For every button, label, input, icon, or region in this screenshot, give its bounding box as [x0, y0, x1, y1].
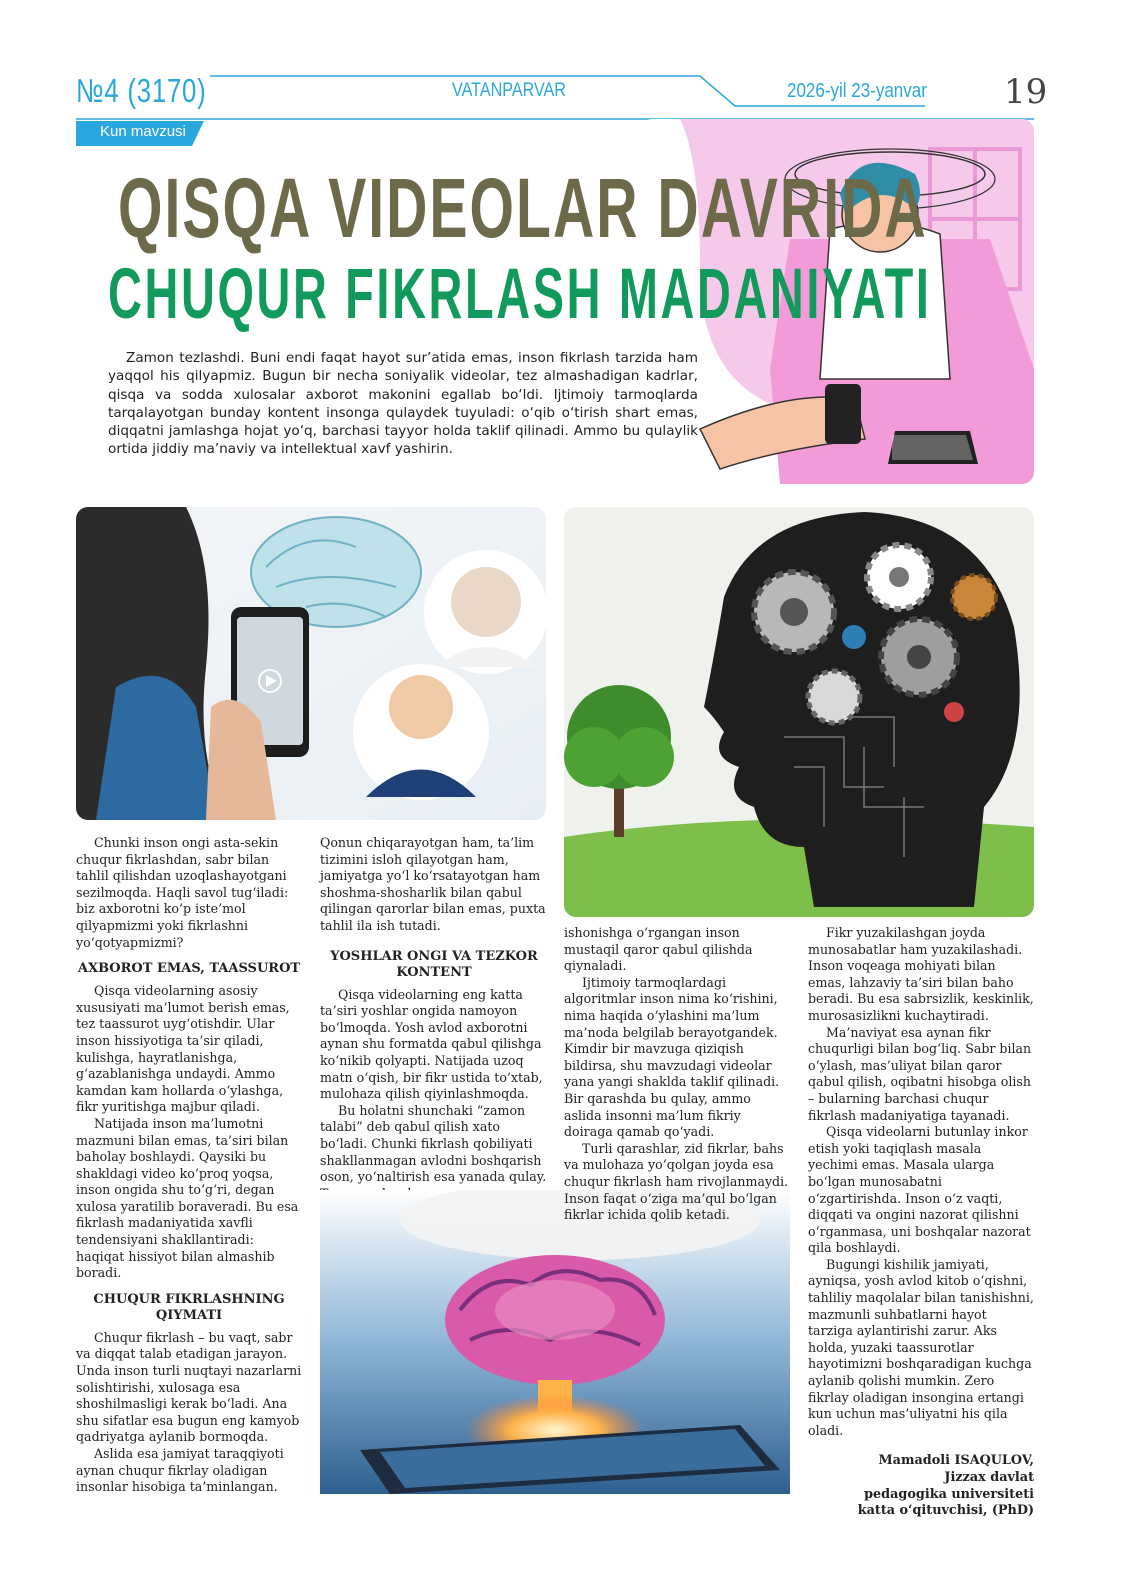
paragraph: Chuqur fikrlash – bu vaqt, sabr va diqqat talab etadigan jarayon. Unda inson turli nuqtayi nazarlarni solishtirishi, xulosaga esa shoshilmasligi kerak bo‘ladi. Ana shu sifatlar esa bugun eng kamyob qadriyatga aylanib bormoqda.: [76, 1329, 302, 1445]
paragraph: Turli qarashlar, zid fikrlar, bahs va mulohaza yo‘qolgan joyda esa chuqur fikrlash ham rivojlanmaydi. Inson faqat o‘ziga ma’qul bo‘lgan fikrlar ichida qolib ketadi.: [564, 1140, 789, 1223]
subheading: AXBOROT EMAS, TAASSUROT: [77, 961, 301, 977]
headline-line-2: CHUQUR FIKRLASH MADANIYATI: [108, 255, 932, 334]
paragraph: Bugungi kishilik jamiyati, ayniqsa, yosh avlod kitob o‘qishni, tahliliy maqolalar bilan tanishishni, mazmunli suhbatlarni hayot tarziga aylantirishi zarur. Aks holda, yuzaki taassurotlar hayotimizni boshqaradigan kuchga aylanib qolishi mumkin. Zero fikrlay oladigan insongina ertangi kun uchun mas’uliyatni his qila oladi.: [808, 1256, 1034, 1438]
paragraph: Bu holatni shunchaki “zamon talabi” deb qabul qilish xato bo‘ladi. Chunki fikrlash qobiliyati shakllanmagan avlodni boshqarish oson, yo‘naltirish esa yanada qulay.: [320, 1102, 547, 1185]
paper-name: VATANPARVAR: [452, 80, 566, 101]
lead-text: Zamon tezlashdi. Buni endi faqat hayot sur’atida emas, inson fikrlash tarzida ham yaqqol his qilyapmiz. Bugun bir necha soniyalik videolar, tez almashadigan kadrlar, qisqa va sodda xulosalar axborot makonini egallab bo‘ldi. Ijtimoiy tarmoqlarda tarqalayotgan bunday kontent insonga qulaydek tuyuladi: o‘qib o‘tirish shart emas, diqqatni jamlashga hojat yo‘q, barchasi tayyor holda taklif qilinadi. Ammo bu qulaylik ortida jiddiy ma’naviy va intellektual xavf yashirin.: [108, 350, 698, 458]
section-label: Kun mavzusi: [100, 123, 186, 140]
lead-paragraph: [108, 349, 698, 459]
subheading: YOSHLAR ONGI VA TEZKOR KONTENT: [330, 948, 538, 980]
author-title: katta o‘qituvchisi, (PhD): [857, 1503, 1034, 1519]
page-number: 19: [1004, 72, 1048, 112]
author-name: Mamadoli ISAQULOV,: [878, 1453, 1034, 1469]
headline-line-1: QISQA VIDEOLAR DAVRIDA: [118, 161, 928, 255]
exploding-brain-photo: [320, 1190, 790, 1494]
paragraph: Ijtimoiy tarmoqlardagi algoritmlar inson nima ko‘rishini, nima haqida o‘ylashini ma’lum ma’noda belgilab berayotgandek. Kimdir bir mavzuga qiziqish bildirsa, shu mavzudagi videolar yana yangi shaklda taklif qilinadi. Bir qarashda bu qulay, ammo aslida insonni ma’lum fikriy doiraga qamab qo‘yadi.: [564, 974, 780, 1140]
paragraph: Qisqa videolarning eng katta ta’siri yoshlar ongida namoyon bo‘lmoqda. Yosh avlod axborotni aynan shu formatda qabul qilishga ko‘nikib qolyapti. Natijada uzoq matn o‘qish, bir fikr ustida to‘xtab, mulohaza qilish qiyinlashmoqda.: [320, 986, 543, 1102]
author-byline: [808, 1453, 1034, 1519]
article-column-3: [564, 925, 792, 1224]
article-column-4: [808, 925, 1034, 1520]
article-column-2: [320, 835, 548, 1202]
article-column-1: [76, 835, 302, 1496]
paragraph: Fikr yuzakilashgan joyda munosabatlar ham yuzakilashadi. Inson voqeaga mohiyati bilan emas, lahzaviy ta’siri bilan baho beradi. Bu esa sabrsizlik, keskinlik, murosasizlikni kuchaytiradi.: [808, 925, 1034, 1023]
author-affiliation: pedagogika universiteti: [864, 1486, 1034, 1502]
paragraph: Natijada inson ma’lumotni mazmuni bilan emas, ta’siri bilan baholay boshlaydi. Qaysiki bu shakldagi video ko‘proq yoqsa, inson ongida shu to‘g‘ri, degan xulosa yaratilib boraveradi. Bu esa fikrlash madaniyatida xavfli tendensiyani shakllantiradi: haqiqat hissiyot bilan almashib boradi.: [76, 1115, 299, 1281]
issue-date: 2026-yil 23-yanvar: [787, 80, 927, 102]
paragraph: Qisqa videolarning asosiy xususiyati ma’lumot berish emas, tez taassurot uyg‘otishdir. Ular inson hissiyotiga ta’sir qiladi, kulishga, hayratlanishga, g‘azablanishga undaydi. Ammo kamdan kam hollarda o‘ylashga, fikr yuritishga majbur qiladi.: [76, 983, 290, 1115]
paragraph: Qisqa videolarni butunlay inkor etish yoki taqiqlash masala yechimi emas. Masala ularga bo‘lgan munosabatni o‘zgartirishda. Inson o‘z vaqti, diqqati va ongini nazorat qilishni o‘rganmasa, uni boshqalar nazorat qila boshlaydi.: [808, 1124, 1031, 1256]
paragraph: ishonishga o‘rgangan inson mustaqil qaror qabul qilishda qiynaladi.: [564, 925, 753, 974]
issue-number: №4 (3170): [76, 72, 207, 109]
paragraph: Aslida esa jamiyat taraqqiyoti aynan chuqur fikrlay oladigan insonlar hisobiga ta’minlangan.: [76, 1446, 284, 1495]
paragraph: Qonun chiqarayotgan ham, ta’lim tizimini isloh qilayotgan ham, jamiyatga yo‘l ko‘rsatayotgan ham shoshma-shosharlik bilan qabul qilingan qarorlar bilan emas, puxta tahlil ila ish tutadi.: [320, 835, 546, 933]
author-affiliation: Jizzax davlat: [944, 1470, 1034, 1485]
paragraph: Chunki inson ongi asta-sekin chuqur fikrlashdan, sabr bilan tahlil qilishdan uzoqlashayotgani sezilmoqda. Haqli savol tug‘iladi: biz axborotni ko‘p iste’mol qilyapmizmi yoki fikrlashni yo‘qotyapmizmi?: [76, 835, 289, 950]
subheading: CHUQUR FIKRLASHNING QIYMATI: [93, 1291, 285, 1323]
gear-head-photo: [564, 507, 1034, 917]
phone-brain-photo: [76, 507, 546, 820]
paragraph: Ma’naviyat esa aynan fikr chuqurligi bilan bog‘liq. Sabr bilan o‘ylash, mas’uliyat bilan qaror qabul qilish, oqibatni hisobga olish – bularning barchasi chuqur fikrlash madaniyatiga tayanadi.: [808, 1024, 1032, 1123]
